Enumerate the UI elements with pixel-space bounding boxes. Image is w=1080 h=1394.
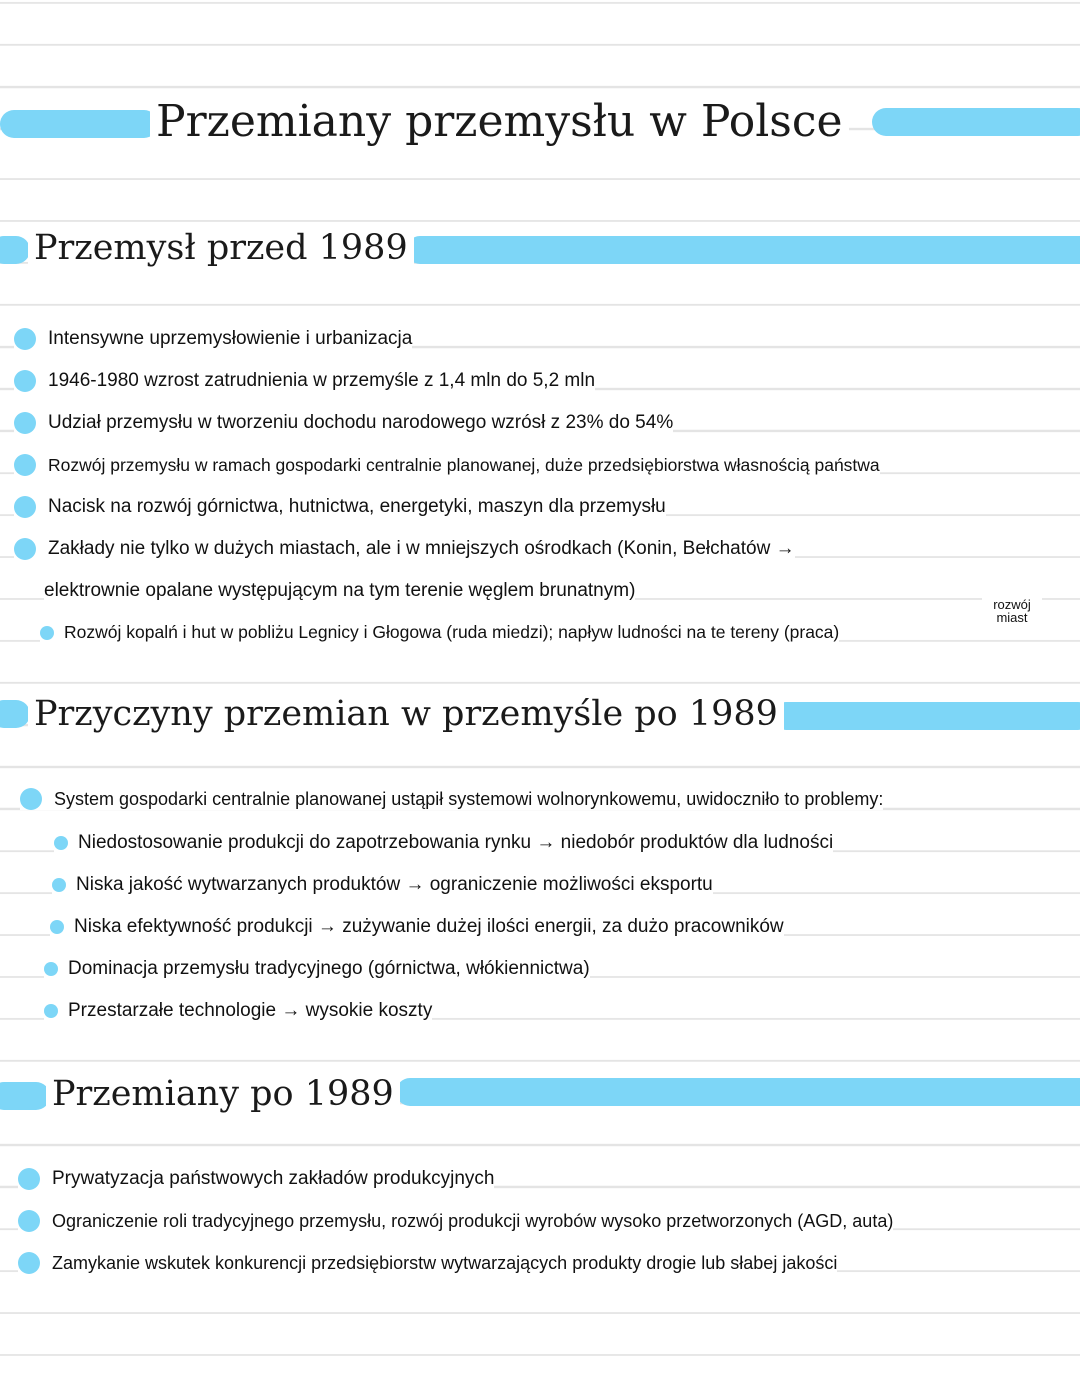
item-text: Zamykanie wskutek konkurencji przedsiębiorstw wytwarzających produkty drogie lub słabej jakości [52,1252,838,1273]
title-bar-left [0,110,158,138]
section-bar [406,236,1080,264]
item-text: Ograniczenie roli tradycyjnego przemysłu, rozwój produkcji wyrobów wysoko przetworzonych (AGD, auta) [52,1210,894,1231]
bullet-icon [14,538,36,560]
item-text: Nacisk na rozwój górnictwa, hutnictwa, energetyki, maszyn dla przemysłu [48,496,666,517]
section-heading: Przemiany po 1989 [46,1074,400,1114]
list-item [18,1210,893,1232]
item-text: Prywatyzacja państwowych zakładów produkcyjnych [52,1168,495,1189]
list-item [18,1168,494,1190]
list-subitem [44,1000,432,1022]
bullet-icon [18,1210,40,1232]
bullet-icon [52,878,66,892]
item-text: elektrownie opalane występującym na tym terenie węglem brunatnym) [44,580,636,601]
bullet-icon [14,370,36,392]
item-text: System gospodarki centralnie planowanej ustąpił systemowi wolnorynkowemu, uwidoczniło to problemy: [54,788,884,809]
list-item [14,328,412,350]
bullet-icon [14,412,36,434]
bullet-icon [44,1004,58,1018]
section-bar-left [0,1082,50,1110]
page-title: Przemiany przemysłu w Polsce [150,96,849,147]
list-subitem [50,916,784,938]
item-text: Niska jakość wytwarzanych produktów → ograniczenie możliwości eksportu [76,874,713,895]
list-item [14,496,666,518]
bullet-icon [14,496,36,518]
item-text: 1946-1980 wzrost zatrudnienia w przemyśle z 1,4 mln do 5,2 mln [48,370,596,391]
list-subitem [44,958,590,980]
item-text: Rozwój przemysłu w ramach gospodarki centralnie planowanej, duże przedsiębiorstwa własnością państwa [48,454,880,475]
list-item [14,538,795,560]
list-subitem [52,874,713,896]
list-item [20,788,883,810]
item-text: Dominacja przemysłu tradycyjnego (górnictwa, włókiennictwa) [68,958,590,979]
list-subitem [40,622,839,643]
item-text: Rozwój kopalń i hut w pobliżu Legnicy i Głogowa (ruda miedzi); napływ ludności na te tereny (praca) [64,622,840,642]
bullet-icon [20,788,42,810]
list-item-continuation [44,580,635,602]
title-bar-right [872,108,1080,136]
margin-note: rozwój miast [982,598,1042,624]
bullet-icon [50,920,64,934]
list-item [14,412,673,434]
bullet-icon [44,962,58,976]
bullet-icon [14,328,36,350]
item-text: Intensywne uprzemysłowienie i urbanizacja [48,328,413,349]
item-text: Udział przemysłu w tworzeniu dochodu narodowego wzrósł z 23% do 54% [48,412,674,433]
list-item [14,370,595,392]
section-bar [772,702,1080,730]
bullet-icon [18,1168,40,1190]
list-item [14,454,880,476]
section-bar-left [0,236,30,264]
item-text: Przestarzałe technologie → wysokie koszty [68,1000,433,1021]
bullet-icon [18,1252,40,1274]
section-heading: Przyczyny przemian w przemyśle po 1989 [28,694,784,734]
bullet-icon [54,836,68,850]
bullet-icon [14,454,36,476]
list-subitem [54,832,833,854]
bullet-icon [40,626,54,640]
section-heading: Przemysł przed 1989 [28,228,414,268]
list-item [18,1252,837,1274]
section-bar [396,1078,1080,1106]
item-text: Zakłady nie tylko w dużych miastach, ale i w mniejszych ośrodkach (Konin, Bełchatów → [48,538,795,559]
item-text: Niedostosowanie produkcji do zapotrzebowania rynku → niedobór produktów dla ludności [78,832,834,853]
item-text: Niska efektywność produkcji → zużywanie dużej ilości energii, za dużo pracowników [74,916,784,937]
section-bar-left [0,700,30,728]
